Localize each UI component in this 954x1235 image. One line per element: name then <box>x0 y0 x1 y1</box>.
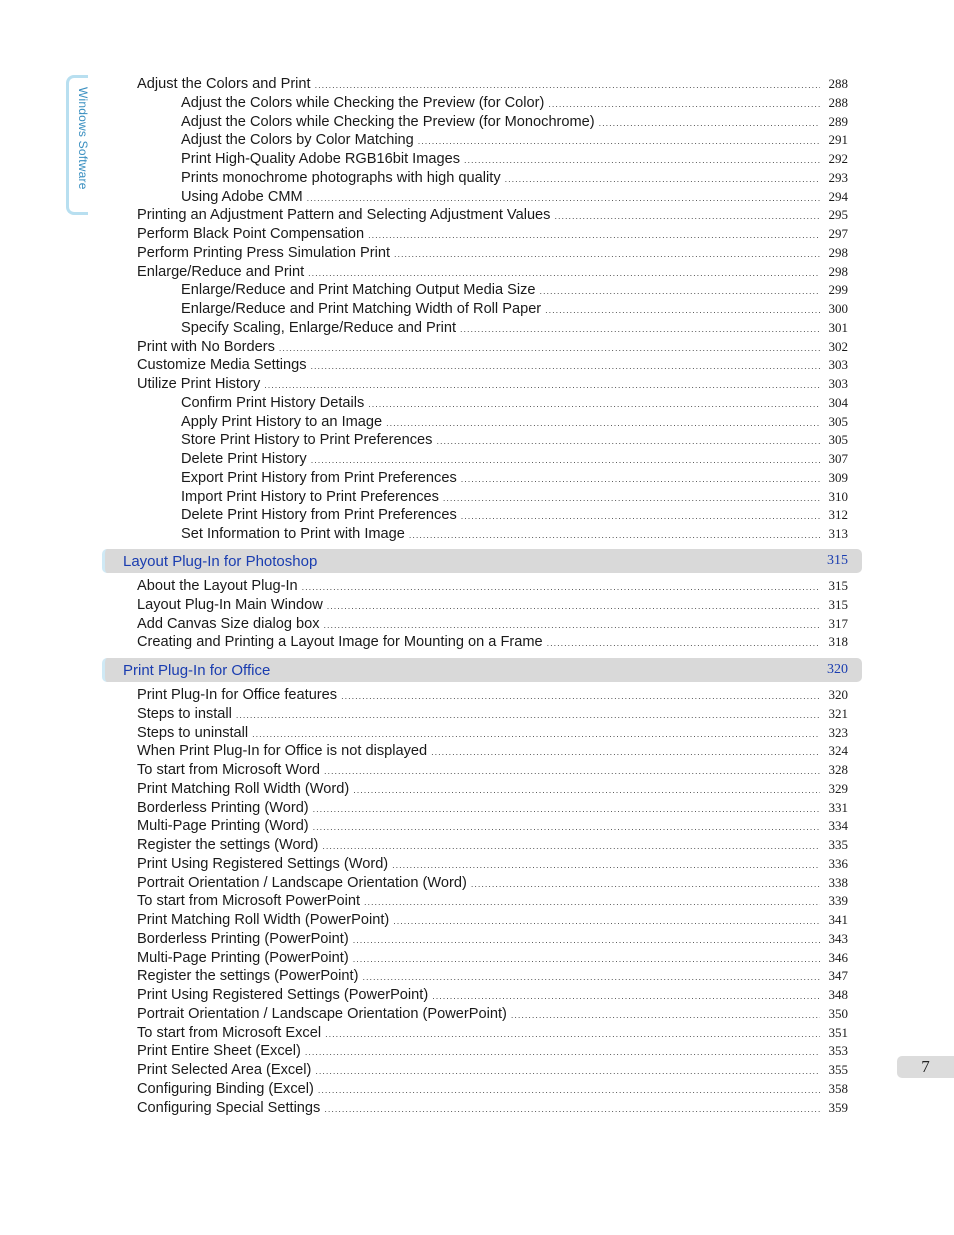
toc-entry-title: Enlarge/Reduce and Print <box>137 263 305 280</box>
toc-entry[interactable] <box>137 1023 848 1042</box>
toc-entry-page: 297 <box>828 226 848 241</box>
toc-entry[interactable] <box>137 595 848 614</box>
toc-entry[interactable] <box>181 168 848 187</box>
toc-entry-page: 292 <box>828 151 848 166</box>
toc-entry[interactable] <box>181 412 848 431</box>
toc-entry-title: Perform Black Point Compensation <box>137 226 365 242</box>
toc-entry-page: 317 <box>828 615 848 631</box>
toc-entry-page: 321 <box>828 705 848 721</box>
toc-entry-title: Portrait Orientation / Landscape Orientation (Word) <box>137 874 467 891</box>
toc-entry-page: 294 <box>828 188 848 204</box>
toc-entry[interactable] <box>137 760 848 779</box>
toc-entry[interactable] <box>137 1060 848 1079</box>
toc-entry-page: 300 <box>828 301 848 316</box>
toc-entry-title: Specify Scaling, Enlarge/Reduce and Print <box>181 319 457 336</box>
toc-entry[interactable] <box>137 614 848 633</box>
toc-entry-page: 329 <box>828 780 848 796</box>
toc-entry[interactable] <box>181 487 848 506</box>
toc-entry-title: Perform Printing Press Simulation Print <box>137 244 391 261</box>
side-tab-label: Windows Software <box>76 87 90 190</box>
toc-entry[interactable] <box>137 337 848 356</box>
toc-entry-title: Steps to uninstall <box>137 724 249 741</box>
toc-entry-title: Customize Media Settings <box>137 357 307 374</box>
toc-entry[interactable] <box>137 741 848 760</box>
toc-entry-title: Adjust the Colors by Color Matching <box>181 132 414 149</box>
toc-entry-title: Print Selected Area (Excel) <box>137 1062 312 1078</box>
toc-entry-page: 320 <box>828 687 848 702</box>
toc-entry[interactable] <box>137 723 848 742</box>
toc-entry-page: 303 <box>828 357 848 373</box>
toc-entry-page: 298 <box>828 263 848 279</box>
toc-entry[interactable] <box>137 355 848 374</box>
toc-entry-page: 299 <box>828 282 848 298</box>
toc-entry-page: 335 <box>828 837 848 852</box>
toc-entry-title: Set Information to Print with Image <box>181 526 405 542</box>
toc-entry-title: Print Entire Sheet (Excel) <box>137 1043 301 1060</box>
toc-entry[interactable] <box>181 449 848 468</box>
toc-entry-page: 295 <box>828 207 848 223</box>
toc-entry[interactable] <box>137 891 848 910</box>
toc-entry[interactable] <box>137 948 848 967</box>
toc-entry-page: 323 <box>828 724 848 740</box>
toc-entry[interactable] <box>137 779 848 798</box>
toc-entry[interactable] <box>137 224 848 243</box>
toc-entry-page: 315 <box>828 578 848 593</box>
toc-entry-title: Print with No Borders <box>137 338 275 355</box>
toc-entry[interactable] <box>137 374 848 393</box>
toc-entry-page: 318 <box>828 634 848 650</box>
toc-entry-title: Apply Print History to an Image <box>181 413 383 430</box>
toc-entry-title: When Print Plug-In for Office is not displayed <box>137 743 428 760</box>
toc-entry-page: 313 <box>828 526 848 541</box>
toc-entry-title: Using Adobe CMM <box>181 188 303 205</box>
toc-entry-page: 346 <box>828 949 848 965</box>
toc-entry-page: 338 <box>828 874 848 890</box>
toc-entry-page: 305 <box>828 413 848 429</box>
toc-entry-title: Print High-Quality Adobe RGB16bit Images <box>181 151 461 167</box>
toc-entry[interactable] <box>137 704 848 723</box>
toc-entry[interactable] <box>181 505 848 524</box>
toc-leader-dots <box>547 634 820 653</box>
toc-entry[interactable] <box>137 243 848 262</box>
toc-entry-title: Steps to install <box>137 705 232 722</box>
toc-entry-page: 328 <box>828 762 848 777</box>
toc-entry[interactable] <box>137 985 848 1004</box>
toc-entry[interactable] <box>137 1079 848 1098</box>
toc-entry-title: Add Canvas Size dialog box <box>137 615 320 632</box>
toc-entry[interactable] <box>181 187 848 206</box>
toc-entry-page: 353 <box>828 1043 848 1059</box>
toc-entry[interactable] <box>137 1041 848 1060</box>
toc-entry-page: 355 <box>828 1062 848 1077</box>
toc-entry[interactable] <box>137 685 848 704</box>
toc-entry-title: Borderless Printing (PowerPoint) <box>137 930 349 947</box>
toc-entry-title: Layout Plug-In Main Window <box>137 596 323 613</box>
toc-entry-title: To start from Microsoft Excel <box>137 1024 322 1041</box>
toc-entry[interactable] <box>181 93 848 112</box>
section-header[interactable] <box>102 658 862 682</box>
toc-entry-title: About the Layout Plug-In <box>137 578 298 594</box>
toc-entry-title: Utilize Print History <box>137 376 261 392</box>
section-page: 315 <box>827 553 848 568</box>
toc-entry[interactable] <box>181 524 848 543</box>
toc-entry-page: 347 <box>828 968 848 984</box>
toc-entry-title: Register the settings (Word) <box>137 837 319 853</box>
toc-entry-page: 341 <box>828 912 848 927</box>
toc-entry-title: Confirm Print History Details <box>181 394 365 411</box>
toc-entry-page: 298 <box>828 244 848 260</box>
toc-entry-title: Delete Print History <box>181 451 307 467</box>
toc-entry[interactable] <box>181 468 848 487</box>
toc-entry[interactable] <box>137 910 848 929</box>
toc-entry-title: Printing an Adjustment Pattern and Selecting Adjustment Values <box>137 207 551 224</box>
toc-entry-title: Multi-Page Printing (PowerPoint) <box>137 949 349 966</box>
toc-entry-title: Enlarge/Reduce and Print Matching Output Media Size <box>181 282 536 299</box>
toc-entry[interactable] <box>181 149 848 168</box>
toc-entry-title: Print Matching Roll Width (PowerPoint) <box>137 912 390 928</box>
toc-entry-title: To start from Microsoft PowerPoint <box>137 893 361 910</box>
toc-entry-page: 348 <box>828 987 848 1002</box>
toc-entry[interactable] <box>181 430 848 449</box>
toc-entry-title: Portrait Orientation / Landscape Orientation (PowerPoint) <box>137 1005 507 1022</box>
toc-entry-page: 302 <box>828 338 848 354</box>
toc-entry[interactable] <box>137 873 848 892</box>
toc-entry[interactable] <box>137 1098 848 1117</box>
toc-entry-title: Adjust the Colors while Checking the Preview (for Color) <box>181 94 545 111</box>
toc-entry-page: 307 <box>828 451 848 466</box>
toc-entry[interactable] <box>181 299 848 318</box>
toc-entry-title: Store Print History to Print Preferences <box>181 432 433 449</box>
toc-entry[interactable] <box>137 205 848 224</box>
toc-entry-title: Delete Print History from Print Preferences <box>181 507 457 524</box>
toc-entry-page: 359 <box>828 1099 848 1115</box>
toc-entry-title: Print Using Registered Settings (Word) <box>137 855 389 872</box>
toc-entry[interactable] <box>137 854 848 873</box>
toc-entry-page: 343 <box>828 930 848 946</box>
toc-entry-page: 305 <box>828 432 848 448</box>
toc-entry-title: Print Using Registered Settings (PowerPoint) <box>137 987 429 1003</box>
toc-entry[interactable] <box>137 798 848 817</box>
section-title: Print Plug-In for Office <box>123 661 271 679</box>
toc-entry-page: 293 <box>828 169 848 185</box>
toc-entry-title: Prints monochrome photographs with high quality <box>181 169 501 186</box>
toc-entry-title: Configuring Special Settings <box>137 1099 321 1116</box>
toc-entry-title: Multi-Page Printing (Word) <box>137 818 309 835</box>
toc-entry-title: Adjust the Colors while Checking the Preview (for Monochrome) <box>181 113 595 130</box>
toc-entry[interactable] <box>181 130 848 149</box>
toc-entry-title: Adjust the Colors and Print <box>137 76 311 92</box>
toc-entry[interactable] <box>137 632 848 651</box>
toc-entry[interactable] <box>137 74 848 93</box>
toc-entry-page: 289 <box>828 113 848 129</box>
toc-entry-page: 304 <box>828 394 848 410</box>
toc-entry-page: 334 <box>828 818 848 834</box>
toc-entry-page: 315 <box>828 596 848 612</box>
toc-entry[interactable] <box>137 1004 848 1023</box>
toc-entry-page: 351 <box>828 1024 848 1040</box>
toc-entry-page: 288 <box>828 76 848 91</box>
toc-entry-page: 309 <box>828 469 848 485</box>
toc-entry-title: Enlarge/Reduce and Print Matching Width of Roll Paper <box>181 301 542 317</box>
toc-entry[interactable] <box>137 576 848 595</box>
section-title: Layout Plug-In for Photoshop <box>123 552 318 570</box>
toc-entry-title: To start from Microsoft Word <box>137 762 320 778</box>
toc-entry-title: Print Plug-In for Office features <box>137 687 338 703</box>
toc-entry[interactable] <box>137 929 848 948</box>
toc-entry-page: 336 <box>828 855 848 871</box>
toc-entry-title: Configuring Binding (Excel) <box>137 1080 314 1097</box>
section-page: 320 <box>827 662 848 677</box>
toc-entry-title: Register the settings (PowerPoint) <box>137 968 359 985</box>
toc-entry-title: Export Print History from Print Preferences <box>181 469 457 486</box>
page-number: 7 <box>897 1056 954 1078</box>
toc-entry-page: 358 <box>828 1080 848 1096</box>
section-header[interactable] <box>102 549 862 573</box>
toc-leader-dots <box>324 1100 820 1119</box>
toc-entry[interactable] <box>137 262 848 281</box>
toc-entry-page: 291 <box>828 132 848 148</box>
toc-entry-page: 350 <box>828 1005 848 1021</box>
toc-entry-page: 331 <box>828 799 848 815</box>
toc-entry[interactable] <box>181 318 848 337</box>
toc-entry-page: 324 <box>828 743 848 759</box>
toc-entry-page: 339 <box>828 893 848 909</box>
toc-entry-title: Import Print History to Print Preferences <box>181 488 439 505</box>
toc-entry-page: 310 <box>828 488 848 504</box>
toc-entry[interactable] <box>137 835 848 854</box>
toc-entry[interactable] <box>181 112 848 131</box>
toc-entry-page: 288 <box>828 94 848 110</box>
toc-entry-page: 303 <box>828 376 848 391</box>
toc-entry-title: Borderless Printing (Word) <box>137 799 309 816</box>
toc-leader-dots <box>409 526 820 545</box>
toc-entry-page: 312 <box>828 507 848 523</box>
toc-entry[interactable] <box>137 966 848 985</box>
toc-entry[interactable] <box>137 816 848 835</box>
toc-entry-title: Print Matching Roll Width (Word) <box>137 780 350 797</box>
toc-entry[interactable] <box>181 280 848 299</box>
toc-entry[interactable] <box>181 393 848 412</box>
toc-entry-page: 301 <box>828 319 848 335</box>
toc-entry-title: Creating and Printing a Layout Image for Mounting on a Frame <box>137 634 543 651</box>
